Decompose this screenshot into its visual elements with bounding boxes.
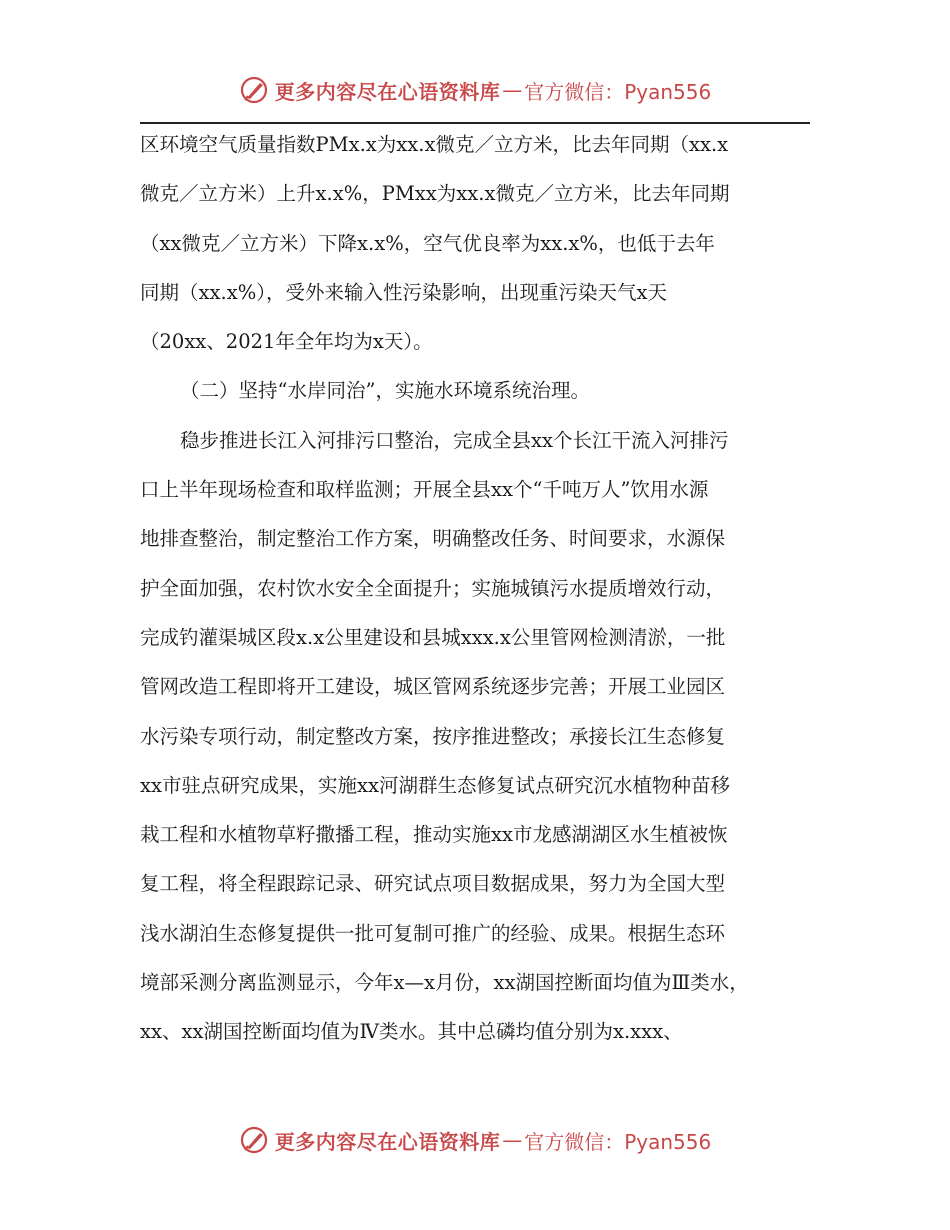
text-line: 口上半年现场检查和取样监测；开展全县xx个“千吨万人”饮用水源 xyxy=(140,478,709,502)
document-body xyxy=(140,120,820,1057)
header-banner-text: 更多内容尽在心语资料库 xyxy=(274,79,501,104)
text-line: （xx微克／立方米）下降x.x%，空气优良率为xx.x%，也低于去年 xyxy=(140,231,715,255)
footer-banner-text: 更多内容尽在心语资料库 xyxy=(274,1129,501,1154)
section-heading: （二）坚持“水岸同治”，实施水环境系统治理。 xyxy=(180,379,590,403)
text-line: 同期（xx.x%），受外来输入性污染影响，出现重污染天气x天 xyxy=(140,280,667,304)
text-line: 水污染专项行动，制定整改方案，按序推进整改；承接长江生态修复 xyxy=(140,724,726,748)
header-banner-separator: — xyxy=(502,78,523,102)
text-line: 地排查整治，制定整治工作方案，明确整改任务、时间要求，水源保 xyxy=(140,527,726,551)
text-line: 微克／立方米）上升x.x%，PMxx为xx.x微克／立方米，比去年同期 xyxy=(140,182,730,206)
text-line: 护全面加强，农村饮水安全全面提升；实施城镇污水提质增效行动， xyxy=(140,576,726,600)
text-line: 境部采测分离监测显示，今年x—x月份，xx湖国控断面均值为Ⅲ类水， xyxy=(140,971,749,995)
text-line: xx、xx湖国控断面均值为Ⅳ类水。其中总磷均值分别为x.xxx、 xyxy=(140,1020,683,1044)
text-line: 完成钓灌渠城区段x.x公里建设和县城xxx.x公里管网检测清淤，一批 xyxy=(140,625,726,649)
footer-banner-separator: — xyxy=(502,1128,523,1152)
quill-pen-logo-icon xyxy=(239,75,269,105)
text-line: （20xx、2021年全年均为x天）。 xyxy=(140,330,433,354)
footer-banner xyxy=(0,1120,950,1160)
text-line: xx市驻点研究成果，实施xx河湖群生态修复试点研究沉水植物种苗移 xyxy=(140,773,730,797)
text-line: 区环境空气质量指数PMx.x为xx.x微克／立方米，比去年同期（xx.x xyxy=(140,133,729,156)
text-line: 复工程，将全程跟踪记录、研究试点项目数据成果，努力为全国大型 xyxy=(140,872,726,896)
text-line: 管网改造工程即将开工建设，城区管网系统逐步完善；开展工业园区 xyxy=(140,675,726,699)
header-wechat-text: 官方微信：Pyan556 xyxy=(524,79,712,104)
text-line: 栽工程和水植物草籽撒播工程，推动实施xx市龙感湖湖区水生植被恢 xyxy=(140,823,728,847)
text-line: 浅水湖泊生态修复提供一批可复制可推广的经验、成果。根据生态环 xyxy=(140,921,726,945)
footer-wechat-text: 官方微信：Pyan556 xyxy=(524,1129,712,1154)
quill-pen-logo-icon xyxy=(239,1125,269,1155)
header-banner xyxy=(0,70,950,110)
text-line: 稳步推进长江入河排污口整治，完成全县xx个长江干流入河排污 xyxy=(180,428,729,452)
